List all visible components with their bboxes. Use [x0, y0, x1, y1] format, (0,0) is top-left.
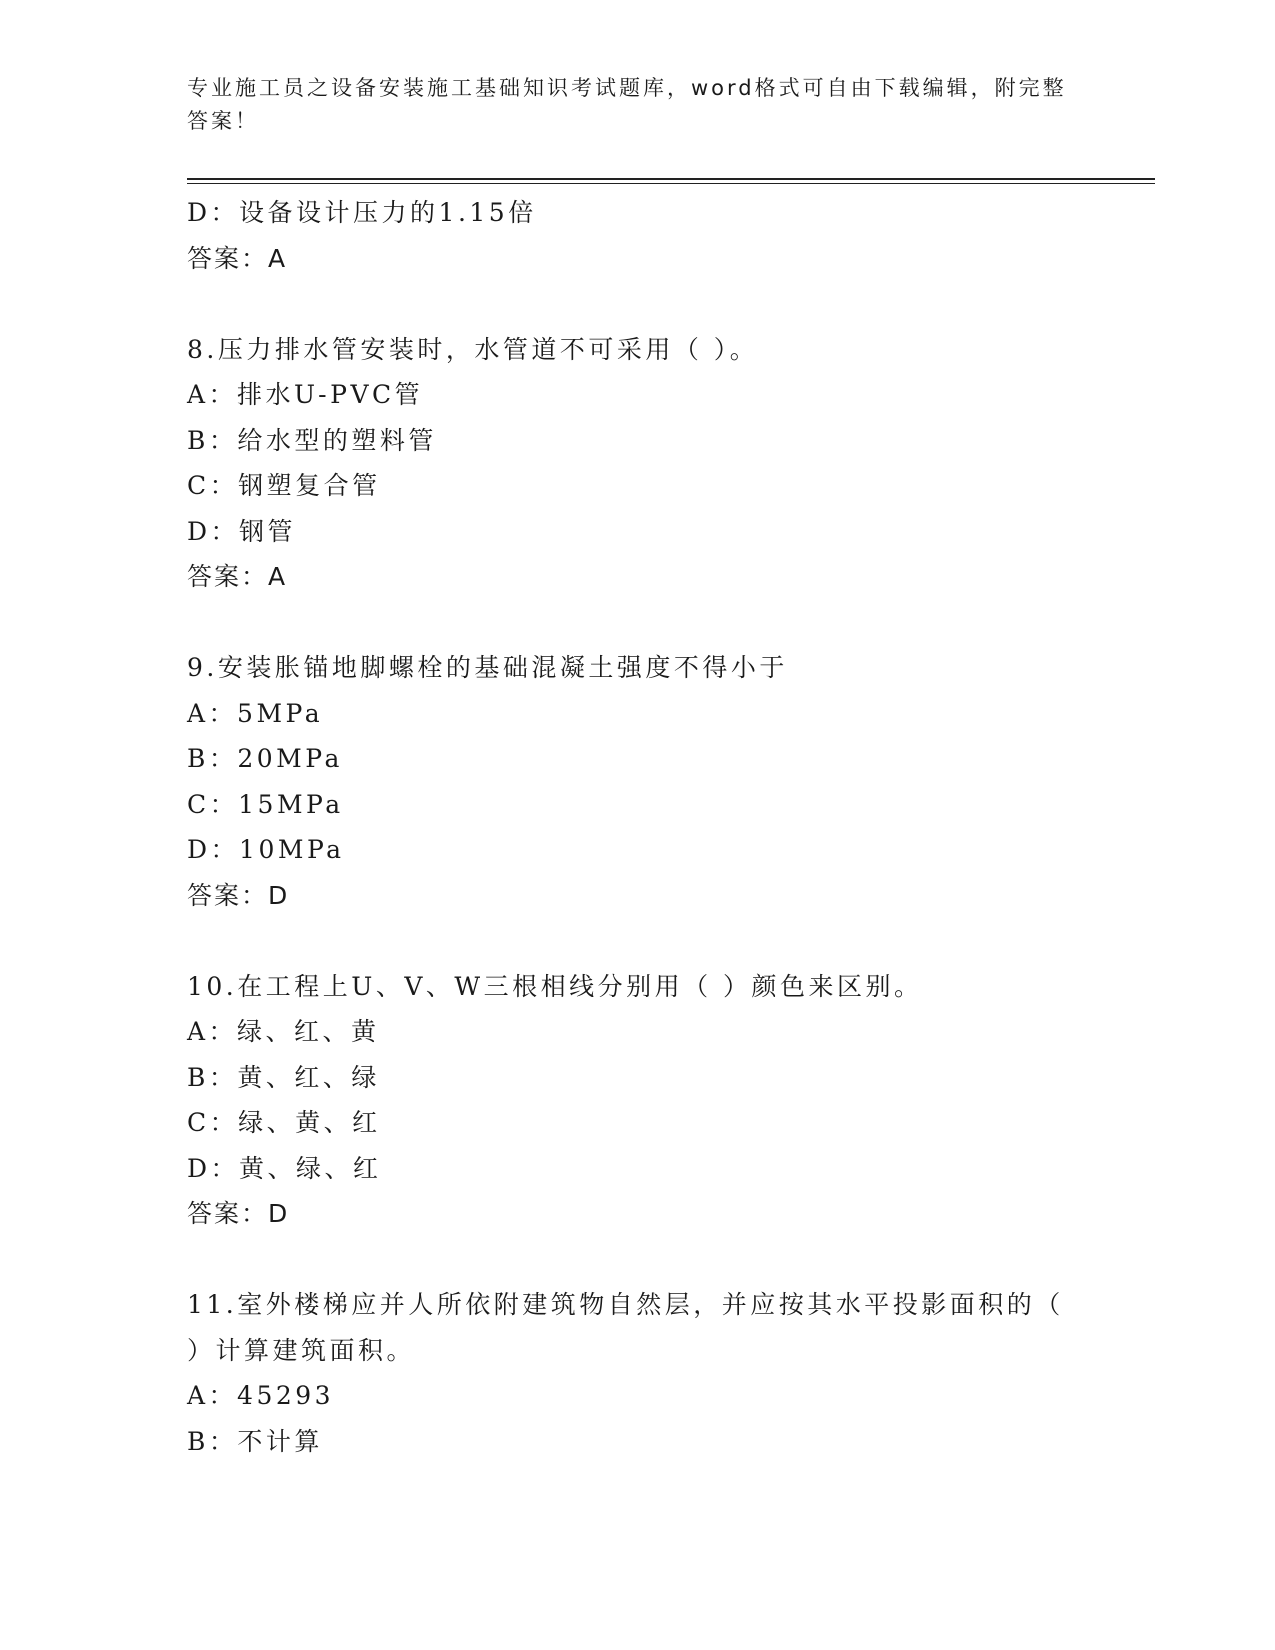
- option-c: C：钢塑复合管: [187, 471, 381, 500]
- document-header: 专业施工员之设备安装施工基础知识考试题库，word格式可自由下载编辑，附完整答案！: [187, 76, 1067, 133]
- option-d: D：钢管: [187, 516, 297, 546]
- option-a: A：排水U-PVC管: [187, 380, 424, 409]
- option-a: A：绿、红、黄: [187, 1017, 380, 1046]
- option-b: B：黄、红、绿: [187, 1062, 380, 1092]
- document-body: [187, 190, 1087, 1464]
- header-rule-thin: [187, 183, 1155, 184]
- question-stem-line-1: 11.室外楼梯应并人所依附建筑物自然层，并应按其水平投影面积的（: [187, 1290, 1064, 1319]
- header-rule-thick: [187, 178, 1155, 180]
- answer-line: 答案：A: [187, 243, 288, 273]
- option-d: D：10MPa: [187, 835, 345, 864]
- question-stem: 9.安装胀锚地脚螺栓的基础混凝土强度不得小于: [187, 653, 788, 682]
- spacer: [187, 1237, 1087, 1283]
- question-8: [187, 327, 1087, 600]
- option-b: B：给水型的塑料管: [187, 425, 437, 455]
- option-b: B：20MPa: [187, 744, 343, 773]
- spacer: [187, 600, 1087, 646]
- answer-line: 答案：A: [187, 562, 288, 591]
- option-d: D：黄、绿、红: [187, 1153, 382, 1183]
- question-stem: 8.压力排水管安装时，水管道不可采用（ ）。: [187, 334, 759, 364]
- question-10: [187, 964, 1087, 1237]
- option-c: C：绿、黄、红: [187, 1108, 381, 1137]
- option-b: B：不计算: [187, 1426, 323, 1456]
- option-d: D：设备设计压力的1.15倍: [187, 198, 537, 227]
- answer-line: 答案：D: [187, 1199, 290, 1228]
- prev-question-tail: [187, 190, 1087, 281]
- spacer: [187, 918, 1087, 964]
- question-stem: 10.在工程上U、V、W三根相线分别用（ ）颜色来区别。: [187, 971, 923, 1001]
- spacer: [187, 281, 1087, 327]
- question-11: [187, 1282, 1087, 1464]
- question-stem-line-2: ）计算建筑面积。: [187, 1335, 416, 1365]
- option-a: A：45293: [187, 1381, 335, 1410]
- question-9: [187, 645, 1087, 918]
- option-a: A：5MPa: [187, 698, 324, 728]
- option-c: C：15MPa: [187, 789, 344, 819]
- answer-line: 答案：D: [187, 880, 290, 910]
